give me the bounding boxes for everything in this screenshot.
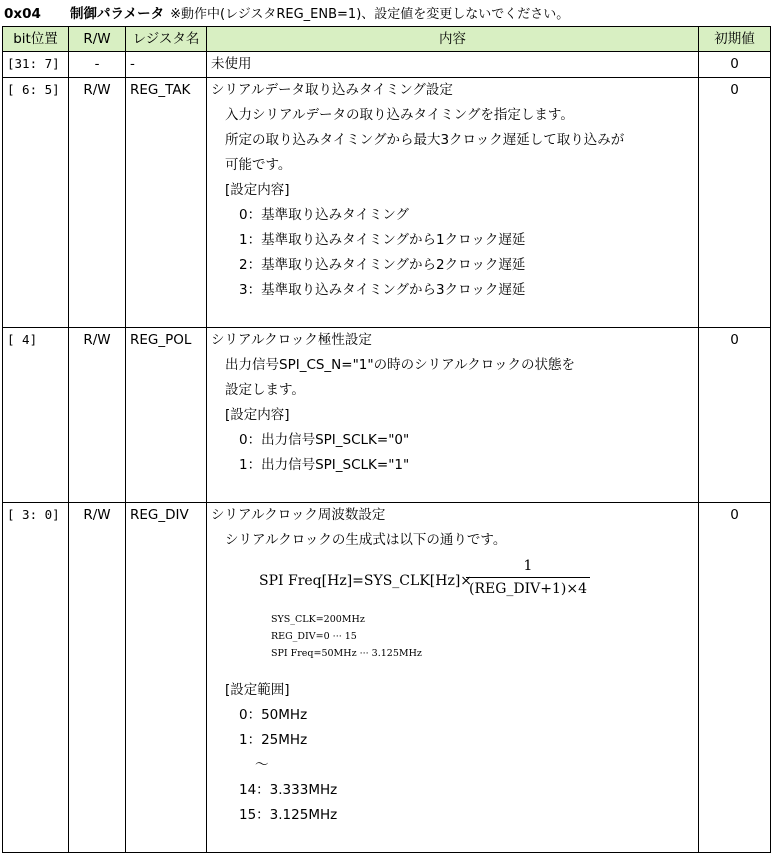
content-cell [207,52,699,78]
content-line: 未使用 [211,56,252,72]
bit-cell: [ 3: 0] [3,503,69,853]
bit-cell: [31: 7] [3,52,69,78]
register-address: 0x04 [4,6,41,22]
rw-cell: R/W [69,78,126,328]
formula-note: REG_DIV=0 ··· 15 [271,631,357,642]
rw-cell: R/W [69,503,126,853]
formula-note: SYS_CLK=200MHz [271,614,365,625]
register-name-cell: REG_TAK [126,78,207,328]
bit-cell: [ 4] [3,328,69,503]
content-line: 2：基準取り込みタイミングから2クロック遅延 [239,257,526,273]
register-name-cell: REG_POL [126,328,207,503]
content-line: [設定内容] [225,182,290,198]
rw-cell: - [69,52,126,78]
init-cell: 0 [699,503,771,853]
content-line: 出力信号SPI_CS_N="1"の時のシリアルクロックの状態を [225,357,576,373]
register-note: ※動作中(レジスタREG_ENB=1)、設定値を変更しないでください。 [170,7,570,22]
range-item: 0：50MHz [239,707,308,723]
content-line: 可能です。 [225,157,292,173]
range-item: 14：3.333MHz [239,782,338,798]
content-cell [207,328,699,503]
content-line: 1：基準取り込みタイミングから1クロック遅延 [239,232,526,248]
table-row [3,328,771,503]
column-header-content: 内容 [207,27,699,52]
range-item: 1：25MHz [239,732,308,748]
content-cell [207,78,699,328]
table-row [3,52,771,78]
table-header-row [3,27,771,52]
formula-denominator: (REG_DIV+1)×4 [468,581,587,597]
content-line: [設定内容] [225,407,290,423]
formula-left: SPI Freq[Hz]=SYS_CLK[Hz]× [259,573,473,589]
register-name-cell: - [126,52,207,78]
init-cell: 0 [699,328,771,503]
content-line: 0：基準取り込みタイミング [239,207,410,223]
frequency-formula [211,555,694,611]
register-name-cell: REG_DIV [126,503,207,853]
range-label: [設定範囲] [225,682,290,698]
content-line: 所定の取り込みタイミングから最大3クロック遅延して取り込みが [225,132,625,148]
register-title: 制御パラメータ [70,6,165,22]
column-header-init: 初期値 [699,27,771,52]
content-line: 設定します。 [225,382,305,398]
content-line: 3：基準取り込みタイミングから3クロック遅延 [239,282,526,298]
formula-note: SPI Freq=50MHz ··· 3.125MHz [271,648,422,659]
table-row [3,503,771,853]
content-line: シリアルクロック極性設定 [211,332,372,348]
content-line: 1：出力信号SPI_SCLK="1" [239,457,410,473]
init-cell: 0 [699,78,771,328]
column-header-bit: bit位置 [3,27,69,52]
content-line: シリアルクロック周波数設定 [211,507,386,523]
content-line: シリアルデータ取り込みタイミング設定 [211,82,453,98]
formula-fraction [466,555,590,600]
formula-numerator: 1 [466,555,590,578]
register-header [4,4,569,24]
table-row [3,78,771,328]
column-header-rw: R/W [69,27,126,52]
content-line: 入力シリアルデータの取り込みタイミングを指定します。 [225,107,574,123]
register-table [2,26,771,853]
init-cell: 0 [699,52,771,78]
content-line: シリアルクロックの生成式は以下の通りです。 [225,532,507,548]
range-item: 15：3.125MHz [239,807,338,823]
rw-cell: R/W [69,328,126,503]
column-header-name: レジスタ名 [126,27,207,52]
range-item: ～ [255,757,269,773]
content-cell [207,503,699,853]
content-line: 0：出力信号SPI_SCLK="0" [239,432,410,448]
bit-cell: [ 6: 5] [3,78,69,328]
